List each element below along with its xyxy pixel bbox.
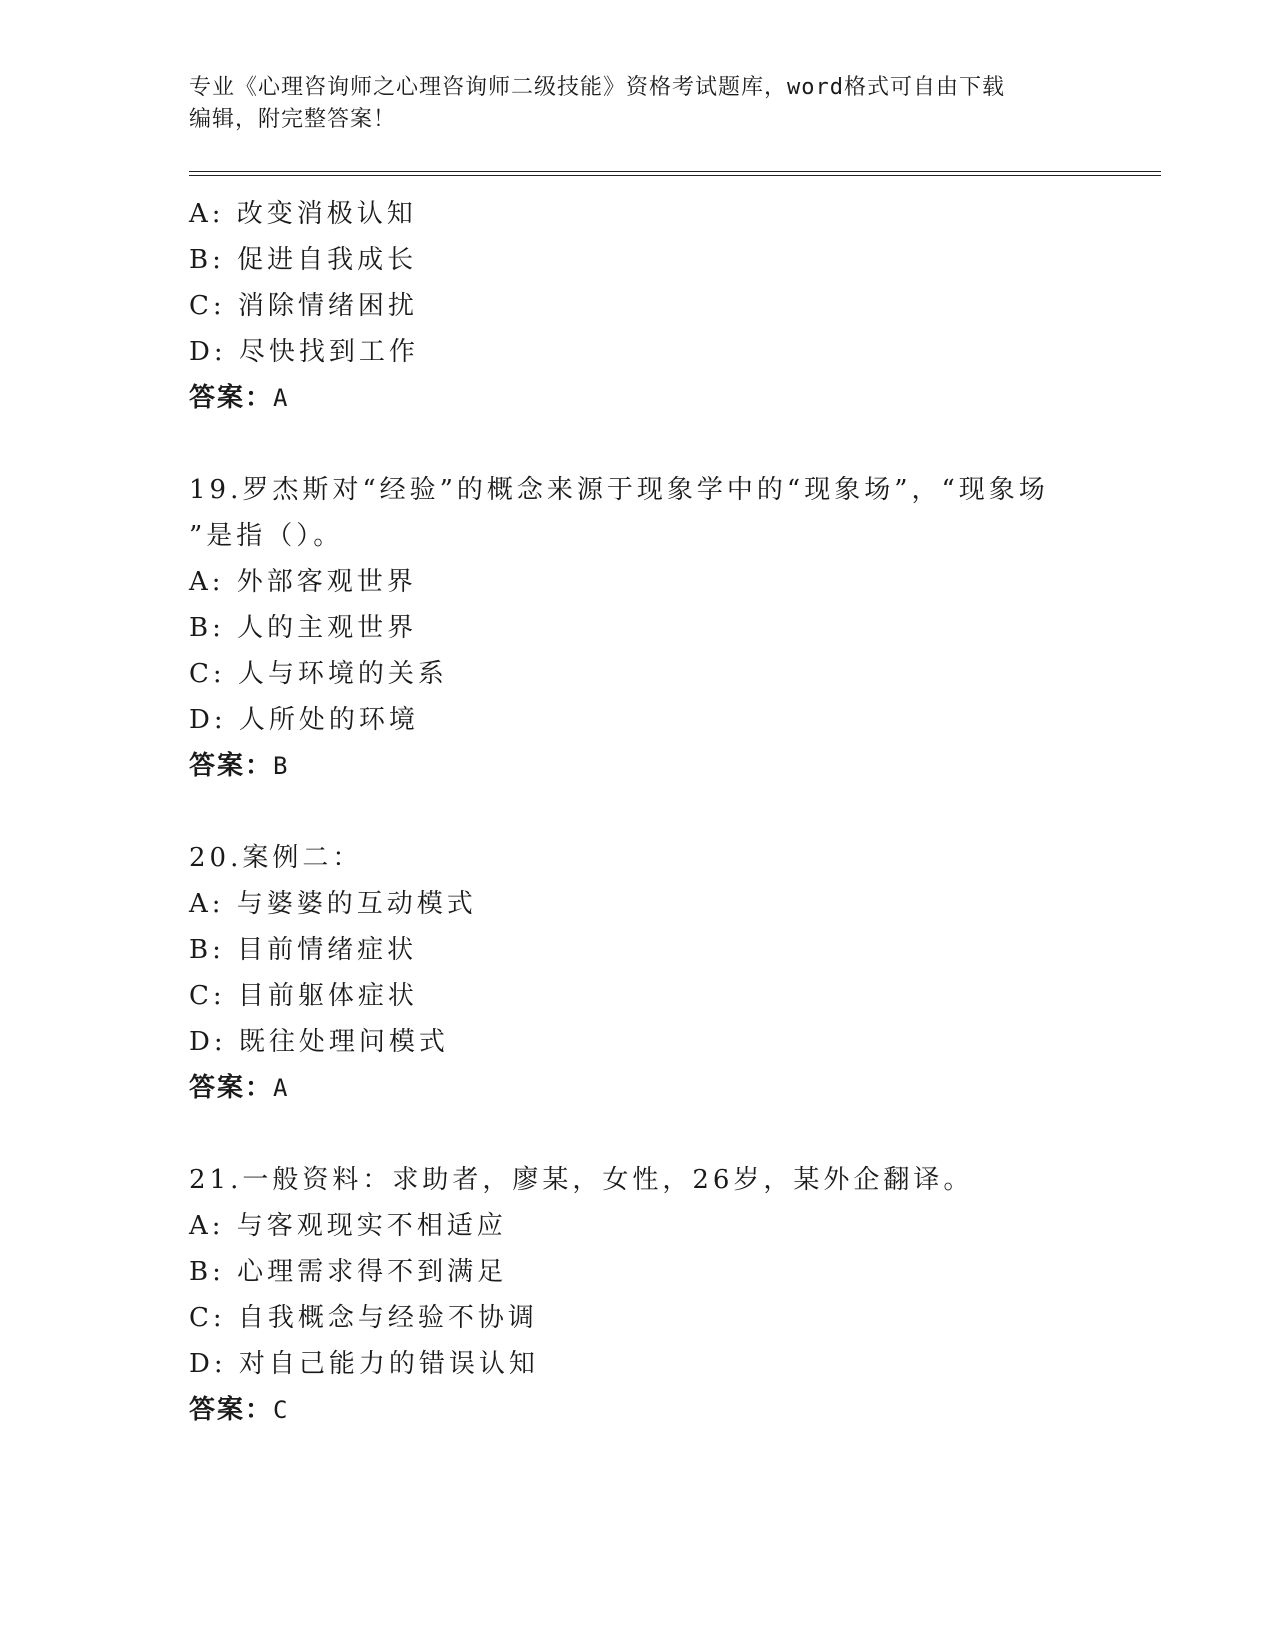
answer-line <box>189 375 1109 421</box>
option-b: B: 心理需求得不到满足 <box>189 1257 508 1287</box>
question-21-block <box>189 1157 1109 1433</box>
answer-line <box>189 743 1109 789</box>
question-text: 20.案例二： <box>189 843 363 873</box>
option-c: C: 人与环境的关系 <box>189 659 448 689</box>
header-text-1a: 专业《心理咨询师之心理咨询师二级技能》资格考试题库， <box>189 75 788 100</box>
option-a: A: 与婆婆的互动模式 <box>189 889 477 919</box>
option-a: A: 与客观现实不相适应 <box>189 1211 507 1241</box>
header-divider-bottom <box>189 175 1161 176</box>
question-20-block <box>189 835 1109 1111</box>
answer-label: 答案： <box>189 1395 274 1425</box>
answer-label: 答案： <box>189 751 274 781</box>
question-text-line-2: ”是指（）。 <box>189 521 344 551</box>
answer-label: 答案： <box>189 1073 274 1103</box>
option-d: D: 既往处理问模式 <box>189 1027 449 1057</box>
answer-value: C <box>273 1396 288 1424</box>
option-d: D: 对自己能力的错误认知 <box>189 1349 539 1379</box>
question-19-block <box>189 467 1109 789</box>
option-d: D: 尽快找到工作 <box>189 337 419 367</box>
answer-value: B <box>273 752 288 780</box>
answer-value: A <box>273 1074 288 1102</box>
answer-line <box>189 1387 1109 1433</box>
option-b: B: 促进自我成长 <box>189 245 418 275</box>
question-18-block <box>189 191 1109 421</box>
spacer <box>189 421 1109 467</box>
document-header <box>189 72 1089 136</box>
spacer <box>189 789 1109 835</box>
option-c: C: 自我概念与经验不协调 <box>189 1303 538 1333</box>
option-b: B: 目前情绪症状 <box>189 935 418 965</box>
option-c: C: 目前躯体症状 <box>189 981 418 1011</box>
header-line-2: 编辑，附完整答案！ <box>189 107 397 132</box>
question-content <box>189 191 1109 1433</box>
option-a: A: 外部客观世界 <box>189 567 417 597</box>
question-text-line-1: 19.罗杰斯对“经验”的概念来源于现象学中的“现象场”，“现象场 <box>189 475 1049 505</box>
answer-value: A <box>273 384 288 412</box>
answer-line <box>189 1065 1109 1111</box>
header-word-format: word <box>787 75 844 100</box>
header-line-1 <box>189 72 1089 104</box>
question-text: 21.一般资料：求助者，廖某，女性，26岁，某外企翻译。 <box>189 1165 974 1195</box>
header-text-1b: 格式可自由下载 <box>844 75 1006 100</box>
spacer <box>189 1111 1109 1157</box>
option-c: C: 消除情绪困扰 <box>189 291 418 321</box>
header-divider-top <box>189 171 1161 172</box>
option-a: A: 改变消极认知 <box>189 199 417 229</box>
option-b: B: 人的主观世界 <box>189 613 418 643</box>
answer-label: 答案： <box>189 383 274 413</box>
option-d: D: 人所处的环境 <box>189 705 419 735</box>
